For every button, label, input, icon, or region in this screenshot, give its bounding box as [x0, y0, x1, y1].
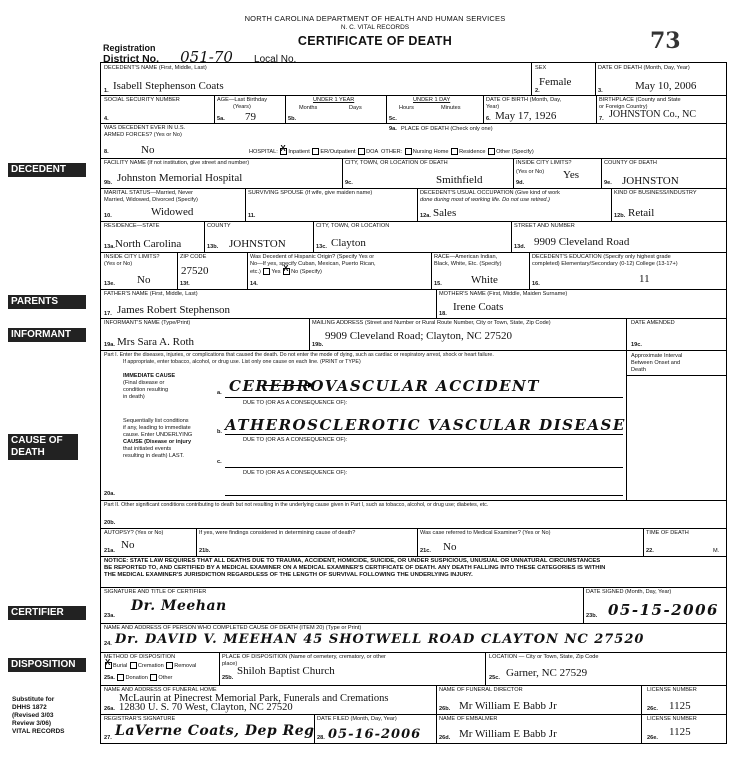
label-date-filed: DATE FILED (Month, Day, Year) — [317, 716, 397, 722]
section-cause-of-death: CAUSE OF DEATH — [8, 434, 78, 460]
label-method: METHOD OF DISPOSITION — [104, 654, 176, 660]
city-of-death-value: Smithfield — [436, 174, 483, 186]
residence-street-value: 9909 Cleveland Road — [534, 236, 630, 248]
label-place-of-disposition: PLACE OF DISPOSITION (Name of cemetery, crematory, or other — [222, 654, 386, 660]
label-inside-city: INSIDE CITY LIMITS? — [516, 160, 572, 166]
donation-checkbox[interactable] — [117, 674, 124, 681]
label-occupation: DECEDENT'S USUAL OCCUPATION (Give kind of work — [420, 190, 560, 196]
label-age: AGE—Last Birthday — [217, 97, 268, 103]
section-disposition: DISPOSITION — [8, 658, 86, 672]
date-filed-value: 05-16-2006 — [328, 727, 422, 742]
er-outpatient-checkbox[interactable] — [312, 148, 319, 155]
label-mailing: MAILING ADDRESS (Street and Number or Rural Route Number, City or Town, State, Zip Code) — [312, 320, 551, 326]
label-zip: ZIP CODE — [180, 254, 207, 260]
label-embalmer: NAME OF EMBALMER — [439, 716, 498, 722]
label-embalmer-license: LICENSE NUMBER — [647, 716, 697, 722]
funeral-director-license: 1125 — [669, 700, 691, 712]
section-informant: INFORMANT — [8, 328, 86, 342]
label-place-of-death: PLACE OF DEATH (Check only one) — [401, 126, 493, 132]
funeral-director-value: Mr William E Babb Jr — [459, 700, 557, 712]
residence-inside-city-value: No — [137, 274, 151, 286]
education-value: 11 — [639, 273, 650, 285]
label-facility: FACILITY NAME (If not institution, give street and number) — [104, 160, 250, 166]
armed-forces-value: No — [141, 144, 155, 156]
zip-value: 27520 — [181, 265, 209, 277]
date-signed-value: 05-15-2006 — [608, 601, 719, 619]
removal-checkbox[interactable] — [166, 662, 173, 669]
label-education: DECEDENT'S EDUCATION (Specify only highest grade — [532, 254, 671, 260]
facility-value: Johnston Memorial Hospital — [117, 172, 243, 184]
sex-value: Female — [539, 76, 572, 88]
certifier-signature: Dr. Meehan — [131, 598, 227, 614]
residence-city-value: Clayton — [331, 237, 366, 249]
residence-state-value: North Carolina — [115, 238, 182, 250]
page-mark: 73 — [650, 28, 681, 54]
mother-name: Irene Coats — [453, 301, 504, 313]
autopsy-value: No — [121, 539, 135, 551]
label-hispanic: Was Decedent of Hispanic Origin? (Specify Yes or — [250, 254, 375, 260]
location-value: Garner, NC 27529 — [506, 667, 588, 679]
label-interval: Approximate Interval — [631, 353, 683, 359]
certificate-title: CERTIFICATE OF DEATH — [297, 34, 453, 48]
place-of-disposition-value: Shiloh Baptist Church — [237, 665, 335, 677]
date-of-birth: May 17, 1926 — [495, 110, 557, 122]
date-of-death: May 10, 2006 — [635, 80, 697, 92]
registration-label: Registration — [103, 43, 156, 53]
place-of-death-options: HOSPITAL: X Inpatient ER/Outpatient DOA OTHER: Nursing Home Residence Other (Specify) — [249, 148, 534, 155]
label-residence-inside-city: INSIDE CITY LIMITS? — [104, 254, 160, 260]
informant-name: Mrs Sara A. Roth — [117, 336, 194, 348]
part2-instructions: Part II. Other significant conditions contributing to death but not resulting in the underlying cause given in Part I, such as tobacco, alcohol, or drug use; diabetes, etc. — [104, 502, 489, 508]
label-ssn: SOCIAL SECURITY NUMBER — [104, 97, 180, 103]
decedent-name: Isabell Stephenson Coats — [113, 80, 224, 92]
label-business: KIND OF BUSINESS/INDUSTRY — [614, 190, 697, 196]
label-funeral-home: NAME AND ADDRESS OF FUNERAL HOME — [104, 687, 217, 693]
label-location: LOCATION — City or Town, State, Zip Code — [489, 654, 599, 660]
label-birthplace: BIRTHPLACE (County and State — [599, 97, 681, 103]
label-race: RACE—American Indian, — [434, 254, 498, 260]
underlying-cause-value: ATHEROSCLEROTIC VASCULAR DISEASE — [225, 416, 626, 434]
other-specify-checkbox[interactable] — [488, 148, 495, 155]
label-armed-forces: WAS DECEDENT EVER IN U.S. — [104, 125, 186, 131]
father-name: James Robert Stephenson — [117, 304, 231, 316]
cremation-checkbox[interactable] — [130, 662, 137, 669]
label-signature: SIGNATURE AND TITLE OF CERTIFIER — [104, 589, 207, 595]
age-value: 79 — [245, 111, 256, 123]
method-options-row1: XBurial Cremation Removal — [104, 662, 196, 669]
medical-examiner-value: No — [443, 541, 457, 553]
label-sex: SEX — [535, 65, 547, 71]
section-parents: PARENTS — [8, 295, 86, 309]
burial-checkbox[interactable] — [105, 662, 112, 669]
section-decedent: DECEDENT — [8, 163, 86, 177]
birthplace-value: JOHNSTON Co., NC — [609, 109, 697, 120]
certifier-name-address: Dr. DAVID V. MEEHAN 45 SHOTWELL ROAD CLAYTON NC 27520 — [115, 632, 645, 647]
label-license-number: LICENSE NUMBER — [647, 687, 697, 693]
embalmer-value: Mr William E Babb Jr — [459, 728, 557, 740]
other-disposition-checkbox[interactable] — [150, 674, 157, 681]
form-revision-note: Substitute for DHHS 1872 (Revised 3/03 Review 3/06) VITAL RECORDS — [12, 696, 65, 735]
section-certifier: CERTIFIER — [8, 606, 86, 620]
funeral-home-address: 12830 U. S. 70 West, Clayton, NC 27520 — [119, 702, 293, 713]
label-mother: MOTHER'S NAME (First, Middle, Maiden Surname) — [439, 291, 568, 297]
label-city-of-death: CITY, TOWN, OR LOCATION OF DEATH — [345, 160, 448, 166]
part1-instructions: Part I. Enter the diseases, injuries, or complications that caused the death. Do not enter the mode of dying, such as cardiac or respiratory arrest, shock or heart failure. — [104, 352, 494, 358]
label-date-amended: DATE AMENDED — [631, 320, 675, 326]
label-autopsy: AUTOPSY? (Yes or No) — [104, 530, 164, 536]
label-dob: DATE OF BIRTH (Month, Day, — [486, 97, 562, 103]
label-county-of-death: COUNTY OF DEATH — [604, 160, 657, 166]
mailing-address: 9909 Cleveland Road; Clayton, NC 27520 — [325, 330, 512, 342]
immediate-cause-value: CEREBROVASCULAR ACCIDENT — [229, 377, 540, 395]
label-informant: INFORMANT'S NAME (Type/Print) — [104, 320, 191, 326]
county-of-death-value: JOHNSTON — [622, 175, 679, 187]
label-decedent-name: DECEDENT'S NAME (First, Middle, Last) — [104, 65, 207, 71]
residence-checkbox[interactable] — [451, 148, 458, 155]
office-name: N. C. VITAL RECORDS — [340, 24, 410, 31]
registration-district — [103, 44, 296, 64]
label-medical-examiner: Was case referred to Medical Examiner? (Yes or No) — [420, 530, 551, 536]
agency-name: NORTH CAROLINA DEPARTMENT OF HEALTH AND HUMAN SERVICES — [244, 14, 506, 23]
inside-city-value: Yes — [563, 169, 580, 181]
label-certifier-name: NAME AND ADDRESS OF PERSON WHO COMPLETED CAUSE OF DEATH (ITEM 20) (Type or Print) — [104, 625, 362, 631]
district-number: 051-70 — [162, 53, 252, 63]
label-date-signed: DATE SIGNED (Month, Day, Year) — [586, 589, 672, 595]
hispanic-yes-checkbox[interactable] — [263, 268, 270, 275]
label-funeral-director: NAME OF FUNERAL DIRECTOR — [439, 687, 523, 693]
doa-checkbox[interactable] — [358, 148, 365, 155]
hispanic-no-checkbox[interactable] — [283, 268, 290, 275]
label-time-of-death: TIME OF DEATH — [646, 530, 689, 536]
occupation-value: Sales — [433, 207, 457, 219]
label-spouse: SURVIVING SPOUSE (If wife, give maiden name) — [248, 190, 373, 196]
business-value: Retail — [628, 207, 655, 219]
label-marital: MARITAL STATUS—Married, Never — [104, 190, 193, 196]
local-no-label: Local No. — [254, 54, 297, 65]
race-value: White — [471, 274, 498, 286]
funeral-home-name: McLaurin at Pinecrest Memorial Park, Funerals and Cremations — [119, 693, 389, 704]
label-registrar: REGISTRAR'S SIGNATURE — [104, 716, 176, 722]
label-father: FATHER'S NAME (First, Middle, Last) — [104, 291, 198, 297]
nursing-home-checkbox[interactable] — [405, 148, 412, 155]
label-residence-county: COUNTY — [207, 223, 231, 229]
label-residence-state: RESIDENCE—STATE — [104, 223, 160, 229]
marital-value: Widowed — [151, 206, 194, 218]
embalmer-license: 1125 — [669, 726, 691, 738]
registrar-signature: LaVerne Coats, Dep Reg — [115, 723, 315, 739]
label-findings: If yes, were findings considered in determining cause of death? — [199, 530, 356, 536]
inpatient-checkbox[interactable] — [280, 148, 287, 155]
district-label: District No. — [103, 53, 160, 65]
label-residence-street: STREET AND NUMBER — [514, 223, 575, 229]
label-date-of-death: DATE OF DEATH (Month, Day, Year) — [598, 65, 690, 71]
notice-text: NOTICE: STATE LAW REQUIRES THAT ALL DEATHS DUE TO TRAUMA, ACCIDENT, HOMICIDE, SUICIDE, OR UNDER SUSPICIOUS, UNUSUAL OR UNNATURAL CIRCUMSTANCES BE REPORTED TO, AND CERTIFIED BY A MEDICAL EXAMINER ON A MEDICAL EXAMINER'S CERTIFICATE OF DEATH. ANY DEATH FALLING INTO THESE CATEGORIES IS WITHIN THE MEDICAL EXAMINER'S JURISDICTION REGARDLESS OF THE LENGTH OF SURVIVAL FOLLOWING THE UNDERLYING INJURY. — [104, 558, 606, 578]
method-options-row2: 25a. Donation Other — [104, 674, 173, 681]
label-residence-city: CITY, TOWN, OR LOCATION — [316, 223, 390, 229]
certificate-form: DECEDENT'S NAME (First, Middle, Last) 1. Isabell Stephenson Coats SEX 2. Female DATE OF DEATH (Month, Day, Year) 3. May 10, 2006 SOCIAL SECURITY NUMBER 4. AGE—Last Birthday (Years) 5a. 79 UNDER 1 YEAR Months Days 5b. UNDER 1 DAY Hours Minutes 5c. DATE OF BIRTH (Month, Day, Year) 6. May 17, 1926 BIRTHPLACE (County and State or Foreign Country) 7. JOHNSTON Co., NC WAS DECEDENT EVER IN U.S. ARMED FORCES? (Yes or No) 8. No 9a. PLACE OF DEATH (Check only one) HOSPITAL: X Inpatient ER/Outpatient DOA OTHER: Nursing Home Residence Other (Specify) FACILITY NAME (If not institution, give street and number) 9b. Johnston Memorial Hospital CITY, TOWN, OR LOCATION OF DEATH 9c. Smithfield INSIDE CITY LIMITS? (Yes or No) 9d. Yes COUNTY OF DEATH 9e. JOHNSTON MARITAL STATUS—Married, Never Married, Widowed, Divorced (Specify) 10. Widowed SURVIVING SPOUSE (If wife, give maiden name) 11. DECEDENT'S USUAL OCCUPATION (Give kind of work done during most of working life. Do not use retired.) 12a. Sales KIND OF BUSINESS/INDUSTRY 12b. Retail RESIDENCE—STATE 13a. North Carolina COUNTY 13b. JOHNSTON CITY, TOWN, OR LOCATION 13c. Clayton STREET AND NUMBER 13d. 9909 Cleveland Road INSIDE CITY LIMITS? (Yes or No) 13e. No ZIP CODE 13f. 27520 Was Decedent of Hispanic Origin? (Specify Yes or No—If yes, specify Cuban, Mexican, Puerto Rican, etc.) Yes X No (Specify) 14. RACE—American Indian, Black, White, Etc. (Specify) 15. White DECEDENT'S EDUCATION (Specify only highest grade completed) Elementary/Secondary (0-12) College (13-17+) 16. 11 FATHER'S NAME (First, Middle, Last) 17. James Robert Stephenson MOTHER'S NAME (First, Middle, Maiden Surname) 18. Irene Coats INFORMANT'S NAME (Type/Print) 19a. Mrs Sara A. Roth MAILING ADDRESS (Street and Number or Rural Route Number, City or Town, State, Zip Code) 19b. 9909 Cleveland Road; Clayton, NC 27520 DATE AMENDED 19c. Part I. Enter the diseases, injuries, or complications that caused the death. Do not enter the mode of dying, such as cardiac or respiratory arrest, shock or heart failure. If appropriate, enter tobacco, alcohol, or drug use. List only one cause on each line. (PRINT or TYPE) Approximate Interval Between Onset and Death IMMEDIATE CAUSE (Final disease or condition resulting in death) a. CEREBROVASCULAR ACCIDENT DUE TO (OR AS A CONSEQUENCE OF): Sequentially list conditions if any, leading to immediate cause. Enter UNDERLYING CAUSE (Disease or injury that initiated events resulting in death) LAST. b. ATHEROSCLEROTIC VASCULAR DISEASE DUE TO (OR AS A CONSEQUENCE OF): c. DUE TO (OR AS A CONSEQUENCE OF): 20a. Part II. Other significant conditions contributing to death but not resulting in the underlying cause given in Part I, such as tobacco, alcohol, or drug use; diabetes, etc. 20b. AUTOPSY? (Yes or No) 21a. No If yes, were findings considered in determining cause of death? 21b. Was case referred to Medical Examiner? (Yes or No) 21c. No TIME OF DEATH 22. M. NOTICE: STATE LAW REQUIRES THAT ALL DEATHS DUE TO TRAUMA, ACCIDENT, HOMICIDE, SUICIDE, OR UNDER SUSPICIOUS, UNUSUAL OR UNNATURAL CIRCUMSTANCES BE REPORTED TO, AND CERTIFIED BY A MEDICAL EXAMINER ON A MEDICAL EXAMINER'S CERTIFICATE OF DEATH. ANY DEATH FALLING INTO THESE CATEGORIES IS WITHIN THE MEDICAL EXAMINER'S JURISDICTION REGARDLESS OF THE LENGTH OF SURVIVAL FOLLOWING THE UNDERLYING INJURY. SIGNATURE AND TITLE OF CERTIFIER 23a. Dr. Meehan DATE SIGNED (Month, Day, Year) 23b. 05-15-2006 NAME AND ADDRESS OF PERSON WHO COMPLETED CAUSE OF DEATH (ITEM 20) (Type or Print) 24. Dr. DAVID V. MEEHAN 45 SHOTWELL ROAD CLAYTON NC 27520 METHOD OF DISPOSITION XBurial Cremation Removal 25a. Donation Other PLACE OF DISPOSITION (Name of cemetery, crematory, or other place) 25b. Shiloh Baptist Church LOCATION — City or Town, State, Zip Code 25c. Garner, NC 27529 NAME AND ADDRESS OF FUNERAL HOME McLaurin at Pinecrest Memorial Park, Funerals and Cremations 26a. 12830 U. S. 70 West, Clayton, NC 27520 NAME OF FUNERAL DIRECTOR 26b. Mr William E Babb Jr LICENSE NUMBER 26c. 1125 REGISTRAR'S SIGNATURE 27. LaVerne Coats, Dep Reg DATE FILED (Month, Day, Year) 28. 05-16-2006 NAME OF EMBALMER 26d. Mr William E Babb Jr LICENSE NUMBER 26e. 1125 — [100, 62, 727, 744]
residence-county-value: JOHNSTON — [229, 238, 286, 250]
